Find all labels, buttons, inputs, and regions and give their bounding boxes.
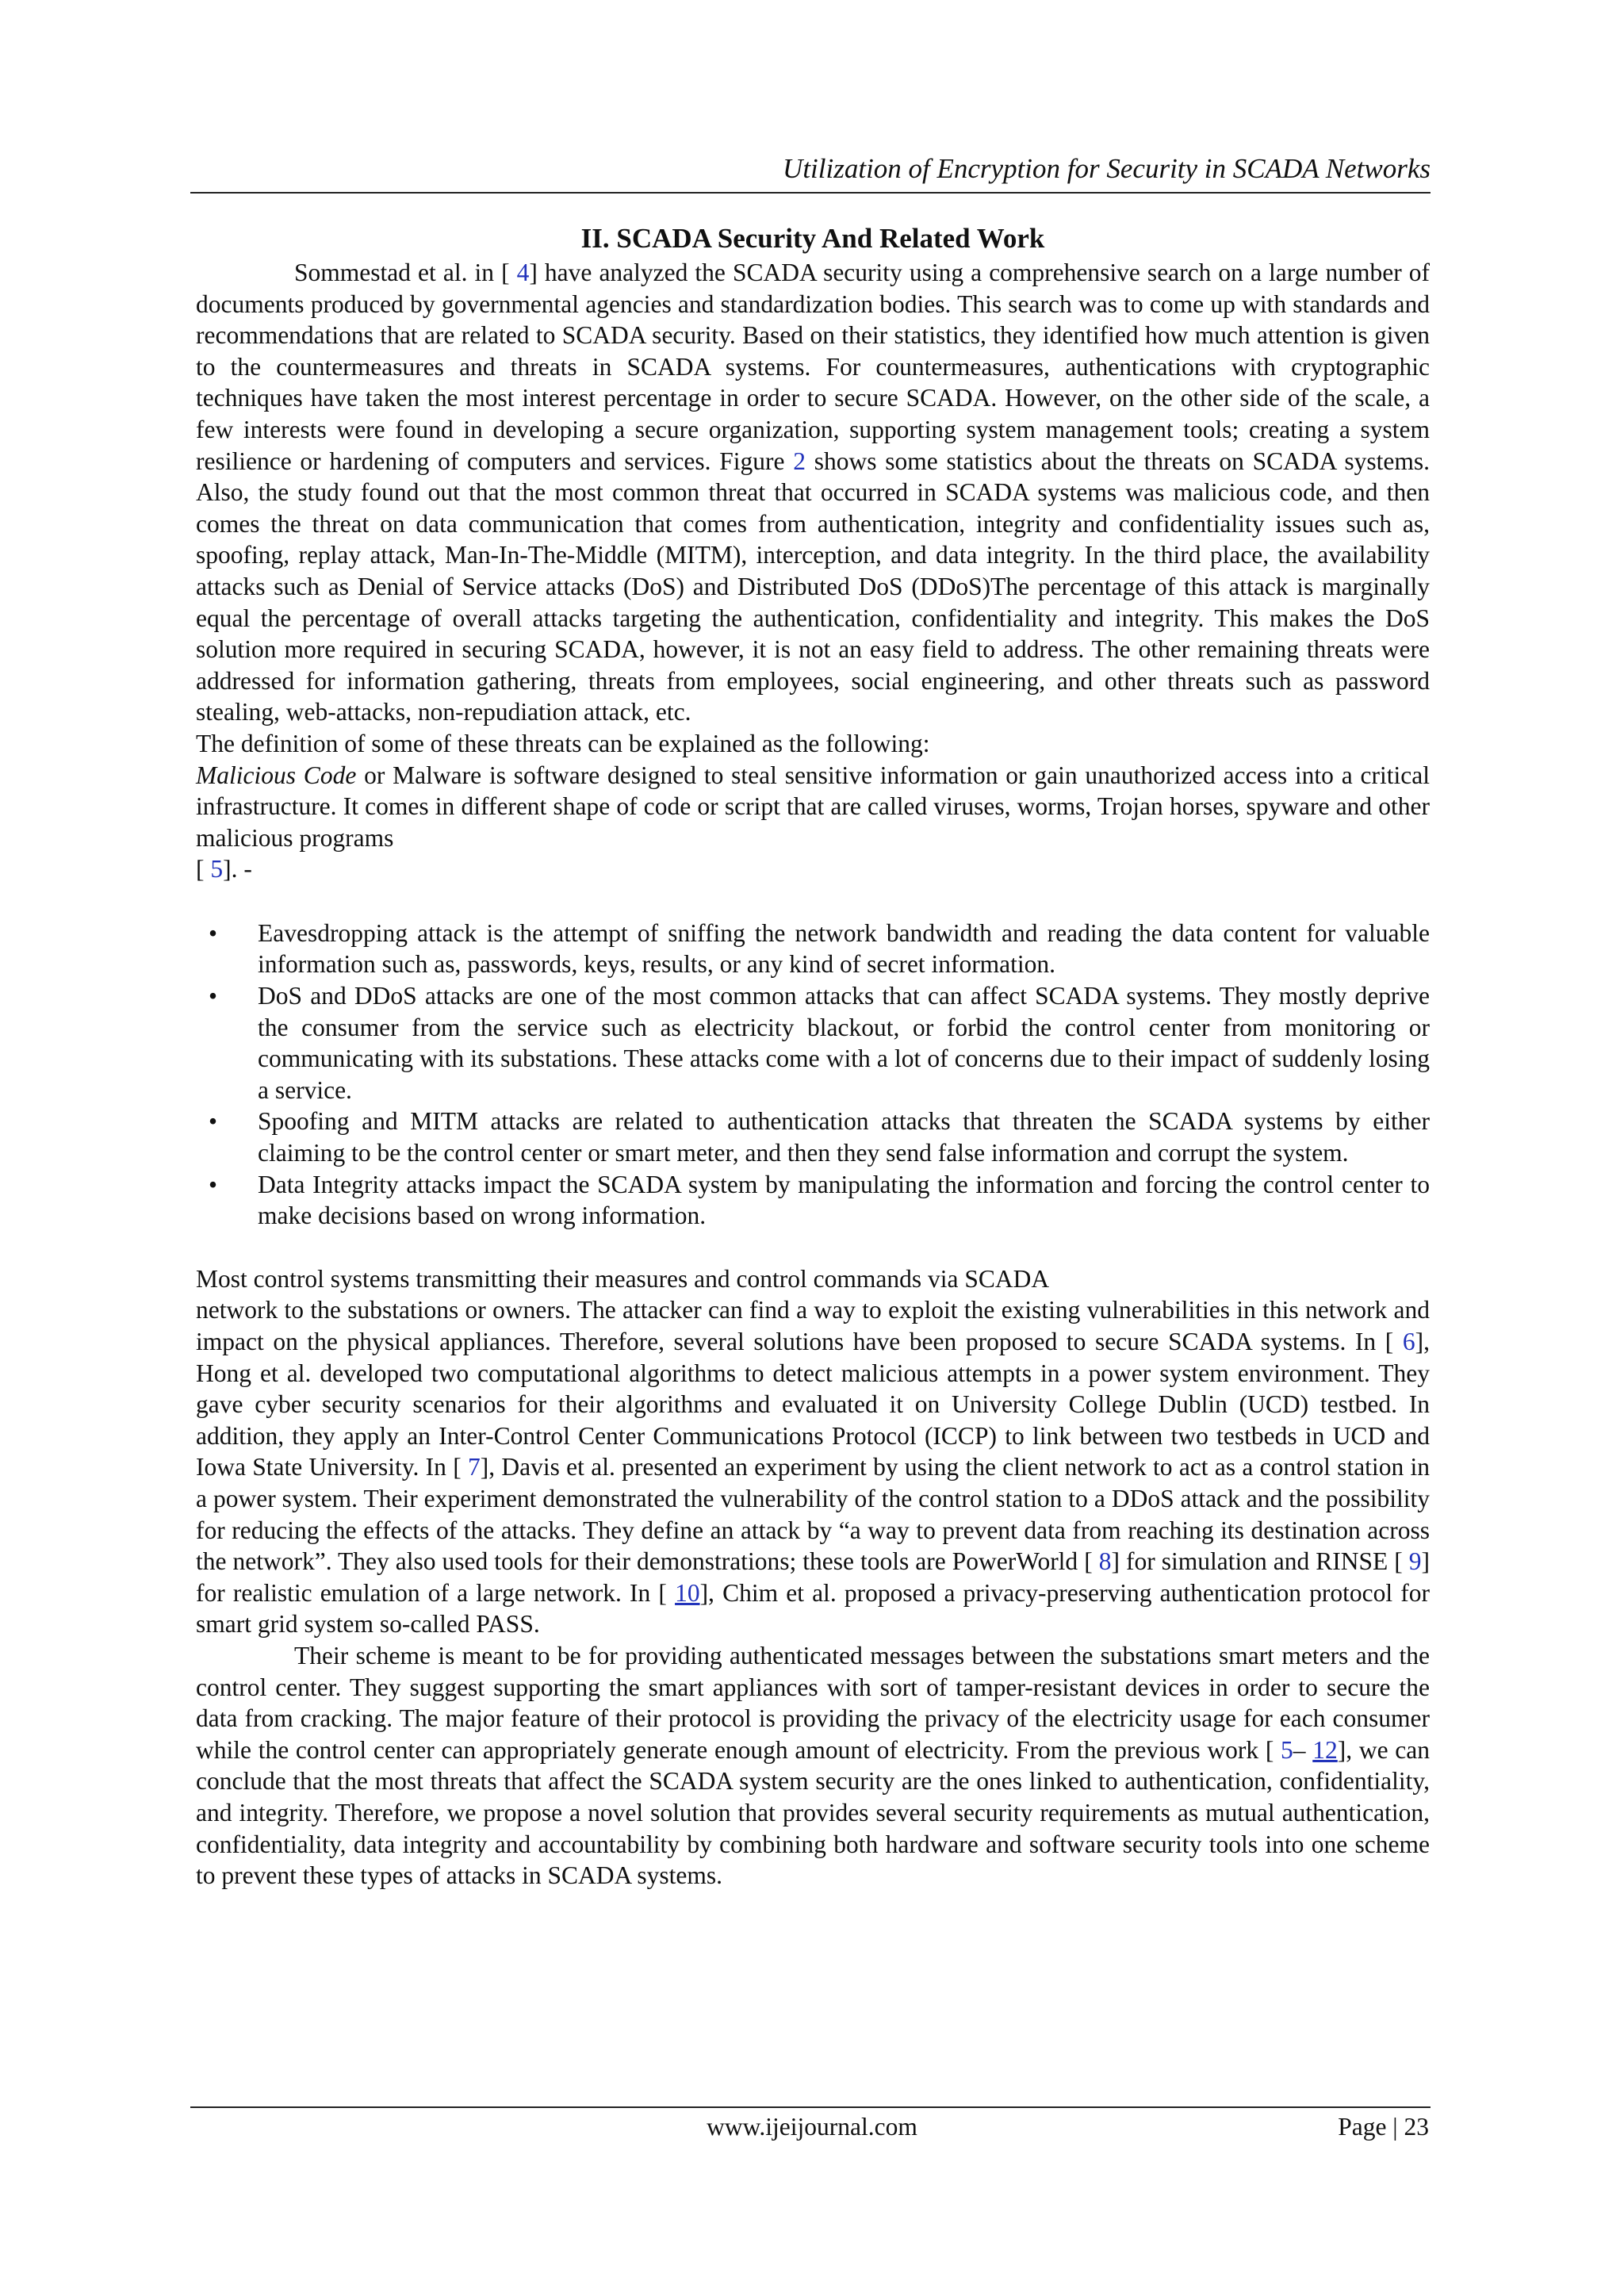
malicious-citation <box>196 853 1430 885</box>
footer-rule <box>190 2106 1431 2108</box>
paragraph-malicious-code <box>196 760 1430 854</box>
bullet-icon: • <box>209 982 218 1010</box>
term-malicious-code: Malicious Code <box>196 761 357 789</box>
text-run: ], Davis et al. presented an experiment by using the client network to act as a control station in a power system. Their experiment demonstrated the vulnerability of the control station to a DDoS attack and the possibility for reducing the effects of the attacks. They define an attack by “a way to prevent data from reaching its destination across the network”. They also used tools for their demonstrations; these tools are PowerWorld [ <box>196 1453 1430 1576</box>
paragraph-control-systems-first-line: Most control systems transmitting their measures and control commands via SCADA <box>196 1264 1050 1293</box>
paragraph-related-work <box>196 257 1430 728</box>
list-item <box>196 980 1430 1106</box>
header-rule <box>190 192 1431 194</box>
text-run: ], Chim et al. proposed a privacy-preserving authentication protocol for smart grid system so-called PASS. <box>196 1578 1430 1639</box>
citation-link-7[interactable]: 7 <box>467 1453 481 1481</box>
list-item-text: Data Integrity attacks impact the SCADA system by manipulating the information and forcing the control center to make decisions based on wrong information. <box>258 1170 1430 1230</box>
list-item-text: Spoofing and MITM attacks are related to authentication attacks that threaten the SCADA systems by either claiming to be the control center or smart meter, and then they send false information and corrupt the system. <box>258 1107 1430 1167</box>
citation-link-4[interactable]: 4 <box>516 259 530 286</box>
text-run: ], Hong et al. developed two computational algorithms to detect malicious attempts in a power system environment. They gave cyber security scenarios for their algorithms and evaluated it on University College Dublin (UCD) testbed. In addition, they apply an Inter-Control Center Communications Protocol (ICCP) to link between two testbeds in UCD and Iowa State University. In [ <box>196 1328 1430 1481</box>
text-run: ] for realistic emulation of a large network. In [ <box>196 1547 1430 1607</box>
citation-link-12[interactable]: 12 <box>1312 1735 1338 1764</box>
text-run: ]. - <box>223 855 252 884</box>
citation-link-8[interactable]: 8 <box>1098 1547 1112 1576</box>
bullet-icon: • <box>209 918 218 947</box>
bullet-icon: • <box>209 1107 218 1136</box>
figure-link-2[interactable]: 2 <box>793 447 806 475</box>
list-item-text: DoS and DDoS attacks are one of the most common attacks that can affect SCADA systems. They mostly deprive the consumer from the service such as electricity blackout, or forbid the control center from monitoring or communicating with its substations. These attacks come with a lot of concerns due to their impact of suddenly losing a service. <box>258 982 1430 1104</box>
text-run: network to the substations or owners. The attacker can find a way to exploit the existing vulnerabilities in this network and impact on the physical appliances. Therefore, several solutions have been proposed to secure SCADA systems. In [ <box>196 1296 1430 1355</box>
text-run: ], we can conclude that the most threats that affect the SCADA system security are the ones linked to authentication, confidentiality, and integrity. Therefore, we propose a novel solution that provides several security requirements as mutual authentication, confidentiality, data integrity and accountability by combining both hardware and software security tools into one scheme to prevent these types of attacks in SCADA systems. <box>196 1735 1431 1890</box>
list-item <box>196 1106 1430 1168</box>
text-run: Their scheme is meant to be for providing authenticated messages between the substations smart meters and the control center. They suggest supporting the smart appliances with sort of tamper-resistant devices in order to secure the data from cracking. The major feature of their protocol is providing the privacy of the electricity usage for each consumer while the control center can appropriately generate enough amount of electricity. From the previous work [ <box>196 1641 1430 1764</box>
text-run: ] for simulation and RINSE [ <box>1111 1547 1409 1576</box>
text-run: or Malware is software designed to steal sensitive information or gain unauthorized access into a critical infrastructure. It comes in different shape of code or script that are called viruses, worms, Trojan horses, spyware and other malicious programs <box>196 761 1430 852</box>
text-run: – <box>1293 1735 1313 1764</box>
article-body <box>196 220 1430 1892</box>
citation-link-10[interactable]: 10 <box>675 1578 700 1607</box>
paragraph-control-systems <box>196 1294 1430 1640</box>
citation-link-6[interactable]: 6 <box>1402 1328 1415 1355</box>
bullet-icon: • <box>209 1170 218 1198</box>
paragraph-scheme <box>196 1640 1430 1892</box>
footer-journal-url[interactable]: www.ijeijournal.com <box>707 2113 917 2141</box>
footer-page-number: Page | 23 <box>1338 2113 1429 2141</box>
citation-link-5[interactable]: 5 <box>1281 1735 1293 1764</box>
text-run: shows some statistics about the threats on SCADA systems. Also, the study found out that the most common threat that occurred in SCADA systems was malicious code, and then comes the threat on data communication that comes from authentication, integrity and confidentiality issues such as, spoofing, replay attack, Man-In-The-Middle (MITM), interception, and data integrity. In the third place, the availability attacks such as Denial of Service attacks (DoS) and Distributed DoS (DDoS)The percentage of this attack is marginally equal the percentage of overall attacks targeting the authentication, confidentiality and integrity. This makes the DoS solution more required in securing SCADA, however, it is not an easy field to address. The other remaining threats were addressed for information gathering, threats from employees, social engineering, and other threats such as password stealing, web-attacks, non-repudiation attack, etc. <box>196 447 1430 726</box>
section-heading: II. SCADA Security And Related Work <box>580 223 1045 254</box>
threat-bullet-list <box>196 918 1430 1232</box>
citation-link-9[interactable]: 9 <box>1408 1547 1422 1576</box>
list-item-text: Eavesdropping attack is the attempt of sniffing the network bandwidth and reading the data content for valuable information such as, passwords, keys, results, or any kind of secret information. <box>258 918 1430 979</box>
text-run: ] have analyzed the SCADA security using a comprehensive search on a large number of documents produced by governmental agencies and standardization bodies. This search was to come up with standards and recommendations that are related to SCADA security. Based on their statistics, they identified how much attention is given to the countermeasures and threats in SCADA systems. For countermeasures, authentications with cryptographic techniques have taken the most interest percentage in order to secure SCADA. However, on the other side of the scale, a few interests were found in developing a secure organization, supporting system management tools; creating a system resilience or hardening of computers and services. Figure <box>196 259 1430 475</box>
running-header-title: Utilization of Encryption for Security in SCADA Networks <box>783 153 1431 184</box>
list-item <box>196 918 1430 980</box>
citation-link-5[interactable]: 5 <box>210 855 224 884</box>
text-run: Sommestad et al. in [ <box>294 259 517 286</box>
text-run: [ <box>196 855 211 884</box>
list-item <box>196 1169 1430 1232</box>
definition-intro: The definition of some of these threats can be explained as the following: <box>196 729 930 757</box>
